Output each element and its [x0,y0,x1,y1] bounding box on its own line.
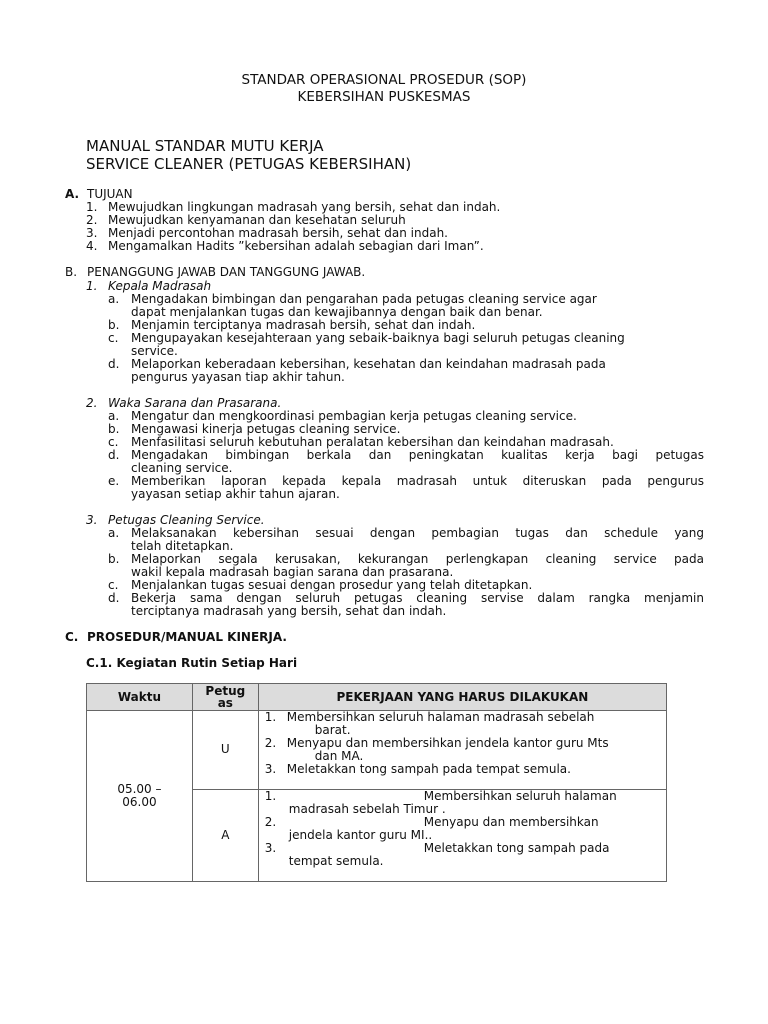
sub-text: Mengupayakan kesejahteraan yang sebaik-baiknya bagi seluruh petugas cleaning [131,331,625,345]
sub-text: pengurus yayasan tiap akhir tahun. [131,370,345,384]
sub-text: telah ditetapkan. [131,539,234,553]
task-text: Menyapu dan membersihkan jendela kantor guru Mts [286,736,609,750]
task-cell [258,711,666,790]
group-title: Waka Sarana dan Prasarana. [108,396,282,410]
sub-text: Menfasilitasi seluruh kebutuhan peralatan kebersihan dan keindahan madrasah. [131,435,614,449]
task-text: Menyapu dan membersihkan [423,815,599,829]
task-num: 1. [264,789,277,803]
list-item-num: 3. [86,226,98,240]
sub-letter: d. [108,448,120,462]
task-text: madrasah sebelah Timur . [288,802,446,816]
sub-letter: c. [108,578,119,592]
time-line: 06.00 [122,795,157,809]
task-num: 3. [264,762,277,776]
sub-letter: d. [108,357,120,371]
sub-text: Mengatur dan mengkoordinasi pembagian kerja petugas cleaning service. [131,409,577,423]
task-num: 3. [264,841,277,855]
schedule-table [86,683,667,882]
table-row [87,711,667,790]
sub-text: Menjamin terciptanya madrasah bersih, sehat dan indah. [131,318,476,332]
doc-title-sub: KEBERSIHAN PUSKESMAS [297,89,471,105]
header-petugas-line: as [217,696,233,710]
group-num: 3. [86,513,98,527]
list-item-text: Mengamalkan Hadits ”kebersihan adalah sebagian dari Iman”. [108,239,484,253]
list-item-num: 1. [86,200,98,214]
list-item-num: 2. [86,213,98,227]
sub-letter: c. [108,435,119,449]
section-c-letter: C. [65,630,79,644]
sub-text: service. [131,344,178,358]
sub-letter: c. [108,331,119,345]
sub-text: Melaksanakan kebersihan sesuai dengan pembagian tugas dan schedule yang [131,526,704,540]
table-header-row [87,684,667,711]
time-cell [87,711,193,882]
header-pekerjaan: PEKERJAAN YANG HARUS DILAKUKAN [258,684,666,711]
sub-text: Bekerja sama dengan seluruh petugas cleaning servise dalam rangka menjamin [131,591,704,605]
task-text: dan MA. [314,749,364,763]
task-text: Meletakkan tong sampah pada tempat semula. [286,762,571,776]
sub-text: Melaporkan keberadaan kebersihan, kesehatan dan keindahan madrasah pada [131,357,606,371]
petugas-cell: A [192,790,258,882]
time-line: 05.00 – [117,782,162,796]
section-b-letter: B. [65,265,78,279]
sub-text: wakil kepala madrasah bagian sarana dan prasarana. [131,565,454,579]
task-text: Membersihkan seluruh halaman [423,789,617,803]
sub-text: yayasan setiap akhir tahun ajaran. [131,487,340,501]
list-item-text: Menjadi percontohan madrasah bersih, sehat dan indah. [108,226,448,240]
sub-letter: e. [108,474,120,488]
group-title: Petugas Cleaning Service. [108,513,265,527]
sub-text: Memberikan laporan kepada kepala madrasah untuk diteruskan pada pengurus [131,474,704,488]
sub-text: dapat menjalankan tugas dan kewajibannya dengan baik dan benar. [131,305,543,319]
sub-letter: b. [108,422,120,436]
sub-letter: a. [108,409,120,423]
task-num: 2. [264,736,277,750]
task-num: 1. [264,710,277,724]
sub-text: terciptanya madrasah yang bersih, sehat dan indah. [131,604,447,618]
header-petugas-line: Petug [205,684,246,698]
list-item-text: Mewujudkan lingkungan madrasah yang bersih, sehat dan indah. [108,200,501,214]
list-item-num: 4. [86,239,98,253]
group-num: 1. [86,279,98,293]
sub-letter: d. [108,591,120,605]
section-a-letter: A. [65,187,80,201]
group-num: 2. [86,396,98,410]
task-text: barat. [314,723,351,737]
manual-heading: MANUAL STANDAR MUTU KERJA [86,137,324,155]
section-b-title: PENANGGUNG JAWAB DAN TANGGUNG JAWAB. [87,265,366,279]
group-title: Kepala Madrasah [108,279,212,293]
task-text: Membersihkan seluruh halaman madrasah sebelah [286,710,595,724]
doc-title: STANDAR OPERASIONAL PROSEDUR (SOP) [241,72,527,88]
task-text: Meletakkan tong sampah pada [423,841,610,855]
list-item-text: Mewujudkan kenyamanan dan kesehatan seluruh [108,213,406,227]
sub-text: Menjalankan tugas sesuai dengan prosedur yang telah ditetapkan. [131,578,533,592]
sub-text: Melaporkan segala kerusakan, kekurangan perlengkapan cleaning service pada [131,552,704,566]
header-waktu: Waktu [87,684,193,711]
section-c-title: PROSEDUR/MANUAL KINERJA. [87,630,287,644]
section-a-title: TUJUAN [87,187,133,201]
manual-subheading: SERVICE CLEANER (PETUGAS KEBERSIHAN) [86,155,412,173]
sub-text: Mengawasi kinerja petugas cleaning service. [131,422,401,436]
sub-letter: a. [108,292,120,306]
section-c1-title: C.1. Kegiatan Rutin Setiap Hari [86,656,298,670]
sub-text: cleaning service. [131,461,233,475]
sub-text: Mengadakan bimbingan dan pengarahan pada petugas cleaning service agar [131,292,597,306]
sub-letter: b. [108,552,120,566]
task-text: tempat semula. [288,854,384,868]
header-petugas [192,684,258,711]
task-text: jendela kantor guru MI.. [288,828,433,842]
sub-letter: b. [108,318,120,332]
petugas-cell: U [192,711,258,790]
sub-text: Mengadakan bimbingan berkala dan peningkatan kualitas kerja bagi petugas [131,448,704,462]
task-cell [258,790,666,882]
sub-letter: a. [108,526,120,540]
task-num: 2. [264,815,277,829]
